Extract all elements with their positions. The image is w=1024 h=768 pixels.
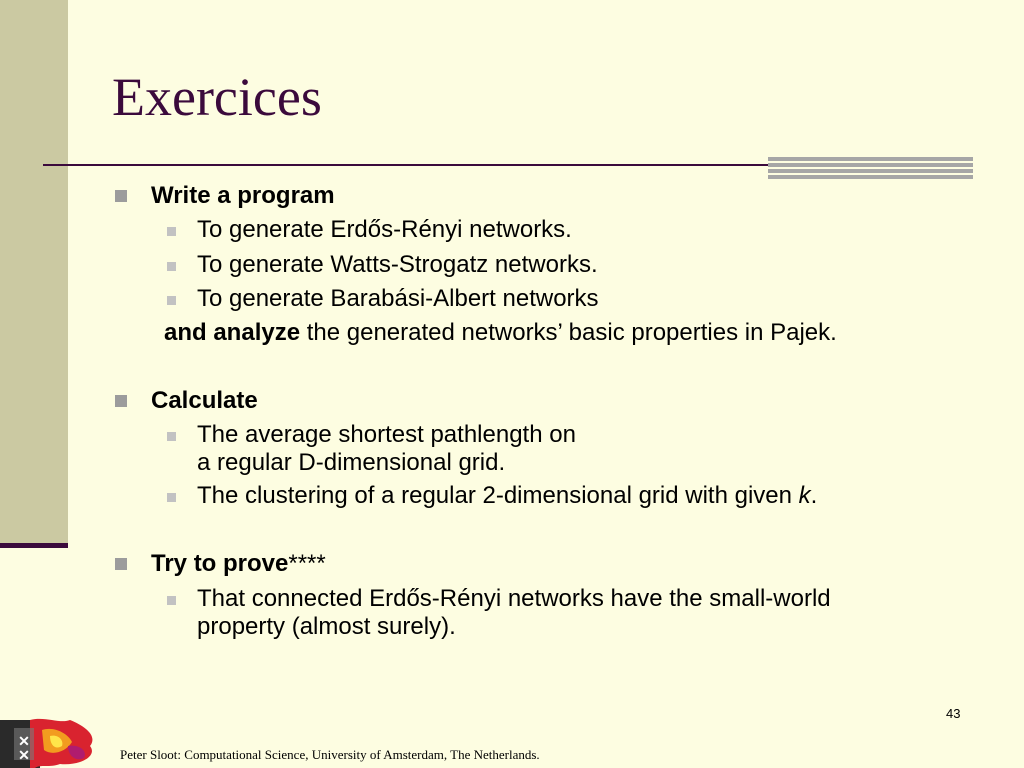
left-bar-accent-line bbox=[0, 543, 68, 548]
bullet-marker bbox=[115, 190, 127, 202]
university-logo-icon bbox=[0, 716, 98, 768]
slide-title: Exercices bbox=[112, 67, 322, 127]
bullet-marker bbox=[115, 558, 127, 570]
heading-bold-text: Try to prove bbox=[151, 550, 289, 577]
page-number: 43 bbox=[946, 706, 961, 721]
list-item: That connected Erdős-Rényi networks have the small-world bbox=[197, 585, 831, 612]
left-decorative-bar bbox=[0, 0, 68, 548]
section-heading-write-program: Write a program bbox=[151, 182, 335, 209]
list-item-period: . bbox=[810, 482, 818, 509]
section-heading-calculate: Calculate bbox=[151, 387, 258, 414]
variable-k: k bbox=[798, 482, 811, 509]
sub-bullet-marker bbox=[167, 262, 176, 271]
list-item-continuation: a regular D-dimensional grid. bbox=[197, 449, 506, 476]
sub-bullet-marker bbox=[167, 596, 176, 605]
section-heading-try-to-prove bbox=[151, 550, 326, 578]
note-bold-text: and analyze bbox=[164, 319, 301, 346]
sub-bullet-marker bbox=[167, 227, 176, 236]
svg-text:✕: ✕ bbox=[18, 747, 30, 763]
sub-bullet-marker bbox=[167, 432, 176, 441]
list-item: To generate Watts-Strogatz networks. bbox=[197, 251, 598, 278]
svg-text:✕: ✕ bbox=[18, 733, 30, 749]
slide-footer: Peter Sloot: Computational Science, University of Amsterdam, The Netherlands. bbox=[120, 747, 540, 762]
list-item: The average shortest pathlength on bbox=[197, 421, 576, 448]
section-note bbox=[164, 319, 837, 347]
title-divider-accent bbox=[768, 157, 973, 179]
list-item-continuation: property (almost surely). bbox=[197, 613, 456, 640]
bullet-marker bbox=[115, 395, 127, 407]
list-item bbox=[197, 482, 817, 510]
list-item-text: The clustering of a regular 2-dimensional grid with given bbox=[197, 482, 799, 509]
list-item: To generate Barabási-Albert networks bbox=[197, 285, 599, 312]
heading-suffix: **** bbox=[288, 550, 326, 577]
note-text: the generated networks’ basic properties in Pajek. bbox=[300, 319, 837, 346]
sub-bullet-marker bbox=[167, 296, 176, 305]
sub-bullet-marker bbox=[167, 493, 176, 502]
list-item: To generate Erdős-Rényi networks. bbox=[197, 216, 572, 243]
